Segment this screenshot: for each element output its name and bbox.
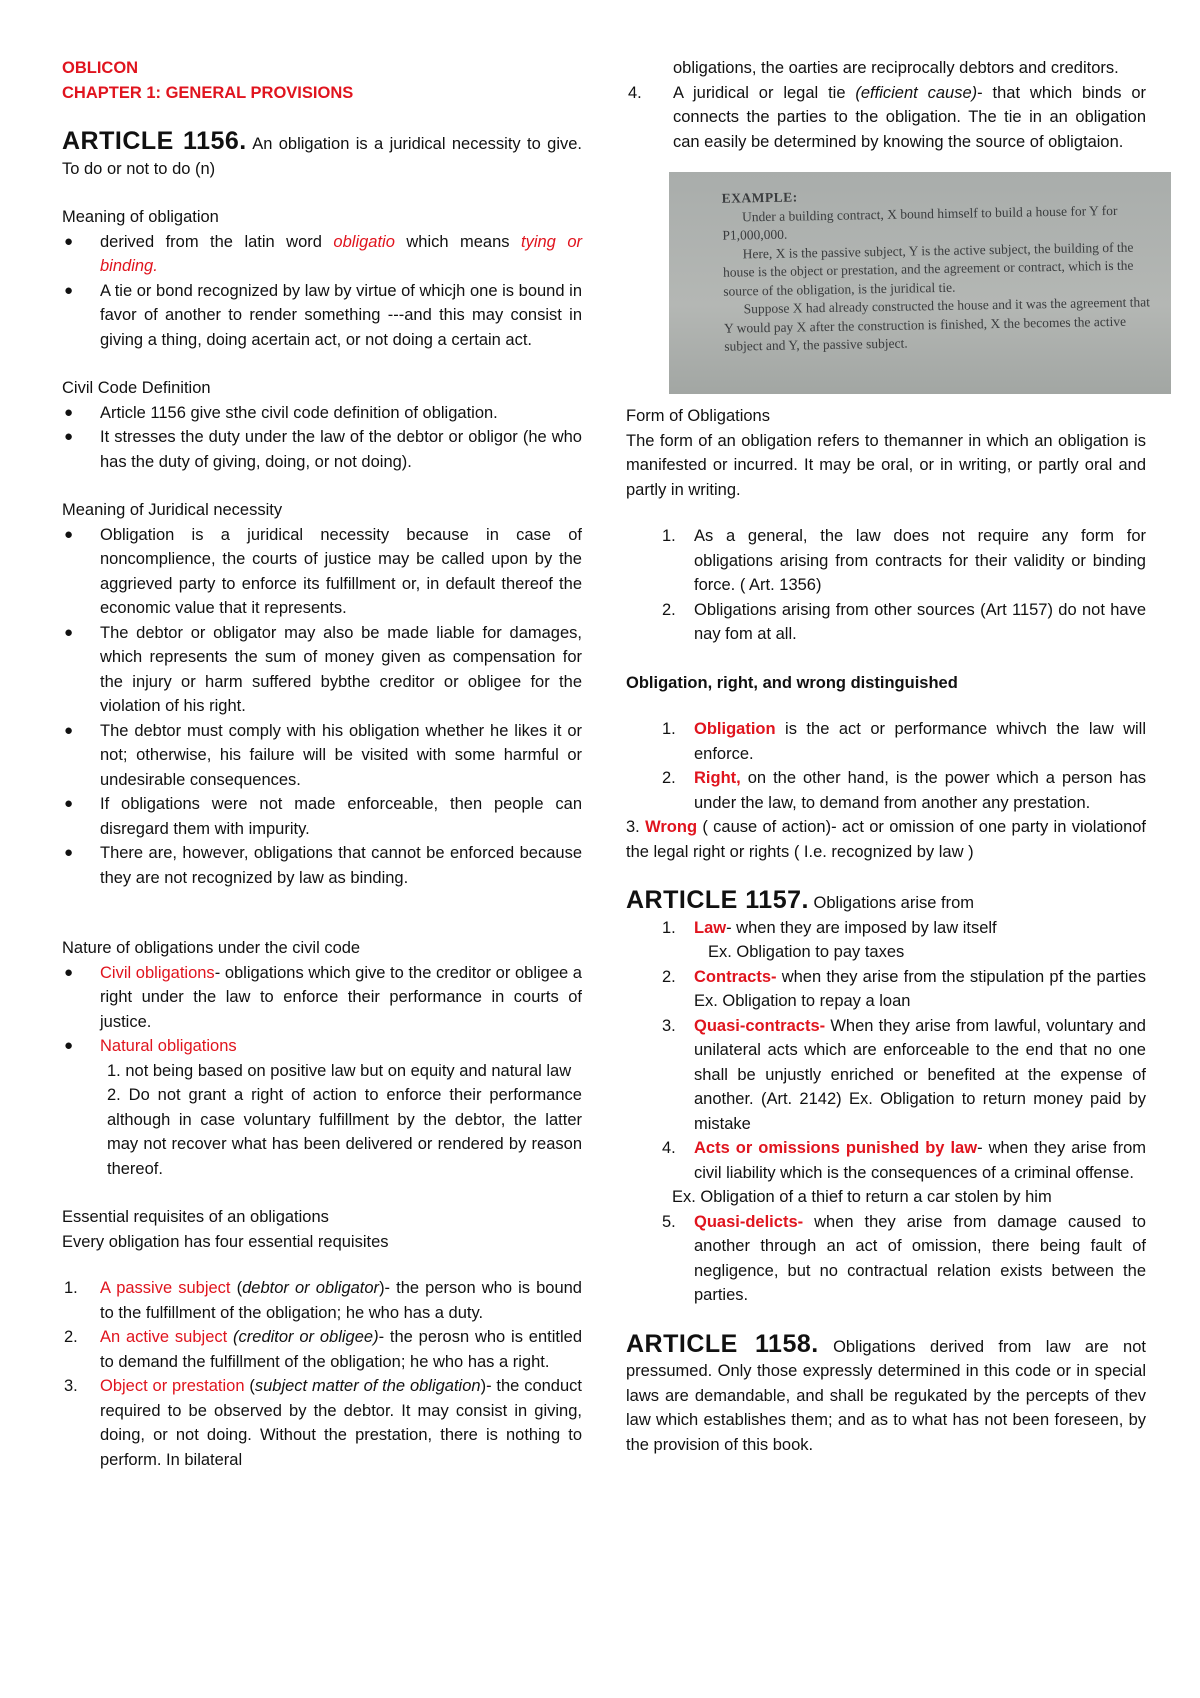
right-term: Right, [694,769,741,787]
form-item [626,524,1146,598]
chapter-title: CHAPTER 1: GENERAL PROVISIONS [62,83,354,102]
bullet-icon: ● [64,721,74,739]
item-number: 2. [64,1328,78,1346]
item-text: - when they are imposed by law itself [726,918,997,937]
bullet-text: The debtor or obligator may also be made liable for damages, which represents the sum of money given as compensation for the injury or harm suffered bybthe creditor or obligee for the violation of his right. [100,623,582,715]
item-text: ( [244,1377,255,1395]
example-paragraph: Suppose X had already constructed the house and it was the agreement that Y would pay X after the construction is finished, X the becomes the active subject and Y, the passive subject. [723,294,1151,354]
article-1156-title: ARTICLE 1156 [62,127,240,155]
item-italic: (efficient cause) [855,83,978,102]
source-item [626,916,1146,941]
wrong-term: Wrong [645,818,698,836]
item-text: - the perosn who is entitled to demand the fulfillment of the obligation; he who has a right. [100,1328,582,1371]
natural-sub-1: 1. not being based on positive law but on equity and natural law [107,1061,572,1080]
item-number: 1. [662,720,676,738]
bullet-icon: ● [64,844,74,861]
civil-obligations-term: Civil obligations [100,963,215,982]
article-1156 [62,129,582,181]
item-number: 2. [662,967,676,986]
requisites-title: Essential requisites of an obligations [62,1208,329,1226]
item-text: When they arise from lawful, voluntary and unilateral acts which are enforceable to the end that no one shall be unjustly enriched or benefited at the expense of another. (Art. 2142) Ex. Obligation to return money paid by mistake [694,1016,1146,1133]
bullet-item [62,961,582,1035]
item-text: is the act or performance whivch the law will enforce. [694,720,1146,763]
form-title: Form of Obligations [626,407,770,425]
form-item [626,598,1146,647]
natural-obligations-term: Natural obligations [100,1037,237,1055]
bullet-item [62,523,582,621]
left-column [62,0,582,1472]
item-text: )- the person who is bound to the fulfillment of the obligation; he who has a duty. [100,1279,582,1322]
item-number: 3. [626,818,640,836]
bullet-item [62,401,582,426]
article-1157-title: ARTICLE 1157. [626,886,809,914]
bullet-item [62,719,582,793]
requisite-item [62,1276,582,1325]
doc-title: OBLICON [62,59,139,77]
example-label: EXAMPLE: [721,189,798,206]
item-text: As a general, the law does not require any form for obligations arising from contracts for their validity or binding force. ( Art. 1356) [694,527,1146,594]
item-text: - when they arise from civil liability which is the consequences of a criminal offense. [694,1139,1146,1182]
item-number: 4. [662,1139,676,1157]
bullet-icon: ● [64,281,74,299]
item-italic: debtor or obligator [242,1279,380,1297]
source-term: Contracts- [694,967,777,986]
nature-title: Nature of obligations under the civil code [62,939,361,957]
item-number: 3. [662,1016,676,1035]
source-term: Acts or omissions punished by law [694,1139,978,1157]
form-text: The form of an obligation refers to themanner in which an obligation is manifested or incurred. It may be oral, or in writing, or partly oral and partly in writing. [626,431,1146,499]
source-example: Ex. Obligation to pay taxes [708,943,905,961]
latin-term: obligatio [333,232,395,251]
bullet-text: A tie or bond recognized by law by virtue of whicjh one is bound in favor of another to render something ---and this may consist in giving a thing, doing acertain act, or not doing a certain act. [100,281,582,349]
bullet-item [62,792,582,841]
requisite-term: A passive subject [100,1279,231,1297]
article-1158-title: ARTICLE 1158. [626,1329,819,1358]
bullet-item [62,425,582,474]
example-text [722,182,1157,356]
tying-term: tying or binding. [100,232,582,275]
item-text: ( [230,1279,243,1297]
source-term: Quasi-contracts- [694,1016,826,1035]
source-item [626,1014,1146,1137]
bullet-item [62,621,582,719]
bullet-text: derived from the latin word [100,232,334,251]
item-number: 3. [64,1377,78,1395]
civil-def-title: Civil Code Definition [62,379,211,397]
item-text: - that which binds or connects the parties to the obligation. The tie in an obligation can easily be determined by knowing the source of obligtaion. [673,83,1146,151]
bullet-text: which means [394,232,521,251]
item-number: 5. [662,1212,676,1231]
item-number: 1. [64,1279,78,1297]
source-item [626,1136,1146,1185]
article-1156-text: An obligation is a juridical necessity to give. To do or not to do (n) [62,135,582,178]
bullet-item [62,841,582,890]
bullet-text: - obligations which give to the creditor or obligee a right under the law to enforce their performance in courts of justice. [100,963,582,1031]
example-paragraph: Under a building contract, X bound himself to build a house for Y for P1,000,000. [722,202,1118,243]
item-text: Obligations arising from other sources (Art 1157) do not have nay fom at all. [694,600,1146,643]
bullet-text: It stresses the duty under the law of the debtor or obligor (he who has the duty of giving, doing, or not doing). [100,428,582,471]
item-italic: (creditor or obligee) [227,1328,379,1346]
requisite-item [62,1374,582,1472]
source-example: Ex. Obligation of a thief to return a car stolen by him [672,1188,1052,1206]
bullet-text: Article 1156 give sthe civil code definition of obligation. [100,403,498,422]
bullet-item [62,1034,582,1059]
source-term: Law [694,918,727,937]
bullet-item [62,279,582,353]
bullet-icon: ● [64,795,74,812]
meaning-title: Meaning of obligation [62,208,219,226]
example-paragraph: Here, X is the passive subject, Y is the active subject, the building of the house is the object or prestation, and the agreement or contract, which is the source of the obligation, is the juridical tie. [722,239,1134,299]
bullet-icon: ● [64,232,74,250]
bullet-icon: ● [64,623,74,641]
source-item [626,965,1146,1014]
bullet-text: Obligation is a juridical necessity because in case of noncomplience, the courts of justice may be called upon by the aggrieved party to enforce its fulfillment or, in default thereof the economic value that it represents. [100,525,582,617]
article-1157-text: Obligations arise from [808,894,975,912]
item-text: when they arise from damage caused to another through an act of omission, there being fault of negligence, but no contractual relation exists between the parties. [694,1212,1146,1304]
distinguished-item [626,717,1146,766]
item-number: 1. [662,918,676,937]
distinguished-title: Obligation, right, and wrong distinguished [626,673,958,692]
item-text: when they arise from the stipulation pf the parties Ex. Obligation to repay a loan [694,967,1146,1010]
item-number: 2. [662,600,676,619]
item-number: 4. [628,83,642,102]
requisite-term: An active subject [100,1328,228,1346]
item-number: 2. [662,769,676,787]
requisites-subtitle: Every obligation has four essential requisites [62,1232,389,1251]
article-1158-text: Obligations derived from law are not pressumed. Only those expressly determined in this code or in special laws are demandable, and shall be regukated by the percepts of thev law which establishes them; and as to what has not been foreseen, by the provision of this book. [626,1337,1146,1454]
bullet-item [62,230,582,279]
item-text: ( cause of action)- act or omission of one party in violationof the legal right or rights ( I.e. recognized by law ) [626,818,1147,861]
source-term: Quasi-delicts- [694,1212,804,1231]
bullet-text: There are, however, obligations that cannot be enforced because they are not recognized by law as binding. [100,844,582,887]
juridical-title: Meaning of Juridical necessity [62,501,283,519]
natural-sub-2: 2. Do not grant a right of action to enforce their performance although in case voluntary fulfillment by the debtor, the latter may not recover what has been delivered or rendered by reason thereof. [107,1086,582,1178]
example-photo [669,172,1171,394]
article-1158 [626,1329,1146,1458]
bullet-icon: ● [64,403,74,421]
article-1157 [626,888,1146,916]
bullet-text: If obligations were not made enforceable, then people can disregard them with impurity. [100,795,582,838]
bullet-icon: ● [64,1037,74,1054]
item-text: )- the conduct required to be observed by the debtor. It may consist in giving, doing, or not doing. Without the prestation, there is nothing to perform. In bilateral [100,1377,582,1469]
bullet-icon: ● [64,525,74,543]
requisite-item [62,1325,582,1374]
bullet-icon: ● [64,428,74,445]
source-item [626,1210,1146,1308]
item-text: A juridical or legal tie [673,83,856,102]
distinguished-item [626,766,1146,815]
item-number: 1. [662,527,676,545]
requisite-item [626,81,1146,155]
requisite-term: Object or prestation [100,1377,245,1395]
right-column [626,0,1151,1457]
bullet-text: The debtor must comply with his obligation whether he likes it or not; otherwise, his failure will be visited with some harmful or undesirable consequences. [100,721,582,789]
distinguished-item [626,815,1146,864]
item-italic: subject matter of the obligation [254,1377,481,1395]
obligation-term: Obligation [694,720,776,738]
requisite-continuation: obligations, the oarties are reciprocally debtors and creditors. [673,59,1119,77]
bullet-icon: ● [64,963,74,981]
item-text: on the other hand, is the power which a person has under the law, to demand from another any prestation. [694,769,1146,812]
article-1156-dot: . [239,127,247,155]
